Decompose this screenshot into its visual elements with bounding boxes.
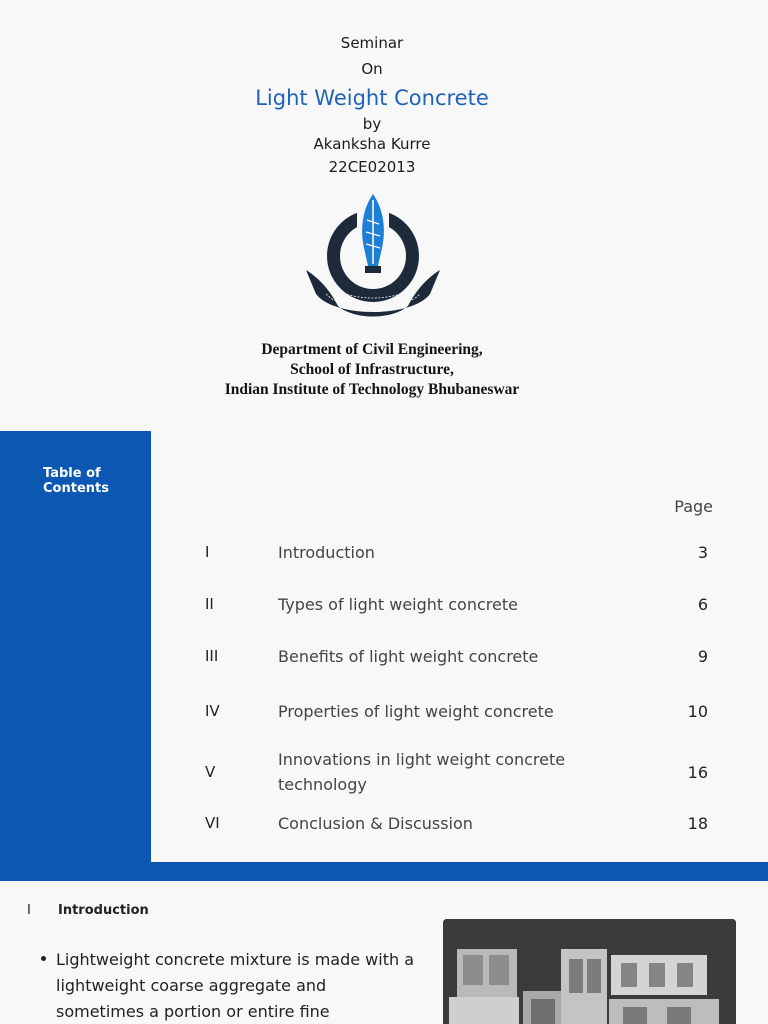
toc-entry-page: 6 [697,595,708,614]
school-line: School of Infrastructure, [290,361,454,378]
intro-section-number: I [27,903,31,918]
concrete-blocks-photo [443,919,736,1024]
institute-line: Indian Institute of Technology Bhubaneswar [224,381,520,398]
toc-entry-page: 16 [687,763,708,782]
cover-line-seminar: Seminar [340,34,404,52]
toc-entry-page: 3 [697,543,708,562]
bullet-icon [41,956,46,961]
toc-page-header: Page [674,497,713,516]
toc-entry-title: Innovations in light weight concrete technology [278,750,566,794]
toc-entry-number: I [205,543,210,561]
toc-entry-number: V [205,763,216,781]
department-line: Department of Civil Engineering, [261,341,483,358]
toc-entry-title: Benefits of light weight concrete [278,647,539,666]
cover-title: Light Weight Concrete [255,86,489,110]
cover-roll-number: 22CE02013 [328,158,416,176]
intro-bullet-text: Lightweight concrete mixture is made with a lightweight coarse aggregate and sometimes a portion or entire fine [56,950,415,1021]
toc-entry-number: III [205,647,219,665]
toc-entry-page: 10 [687,702,708,721]
toc-entry-title: Properties of light weight concrete [278,702,554,721]
iit-bhubaneswar-emblem-icon [302,190,444,324]
cover-author: Akanksha Kurre [313,135,431,153]
toc-entry-title: Conclusion & Discussion [278,814,473,833]
toc-page [0,431,768,881]
toc-entry-title: Introduction [278,543,375,562]
cover-page [0,0,768,431]
concrete-blocks-icon [443,919,736,1024]
toc-entry-number: II [205,595,214,613]
toc-entry-page: 18 [687,814,708,833]
toc-entry-number: VI [205,814,220,832]
intro-page [0,881,768,1024]
toc-entry-title: Types of light weight concrete [278,595,518,614]
toc-entry-number: IV [205,702,220,720]
toc-sidebar-label: Table of Contents [43,466,109,496]
cover-by: by [362,115,382,133]
toc-panel [151,431,768,862]
toc-entry-page: 9 [697,647,708,666]
cover-line-on: On [361,60,383,78]
intro-heading: Introduction [58,903,149,918]
